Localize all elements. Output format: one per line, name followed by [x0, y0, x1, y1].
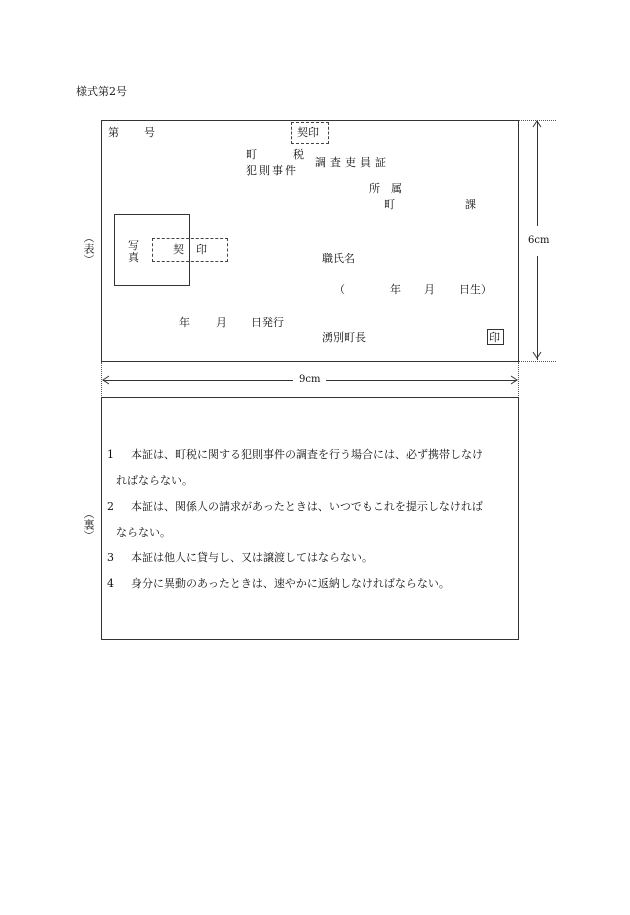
birth-year: 年 [390, 283, 401, 296]
note-3-number: 3 [107, 551, 114, 564]
note-3 [107, 552, 517, 563]
title-tax: 税 [293, 148, 304, 161]
position-name-label: 職氏名 [322, 252, 355, 265]
note-2-text: 本証は、関係人の請求があったときは、いつでもこれを提示しなければ [131, 500, 483, 513]
width-dimension: 9cm [299, 374, 321, 385]
photo-seal-2: 印 [196, 243, 207, 256]
title-town: 町 [246, 148, 257, 161]
issue-year: 年 [179, 316, 190, 329]
note-1-continued: ればならない。 [116, 474, 193, 487]
back-side-label: （裏） [82, 508, 95, 541]
note-2-number: 2 [107, 500, 114, 513]
title-offense: 犯則事件 [246, 164, 298, 177]
affiliation-division: 課 [465, 198, 476, 211]
photo-seal-1: 契 [173, 243, 184, 256]
form-label: 様式第2号 [76, 85, 127, 98]
note-2-continued: ならない。 [116, 526, 171, 539]
photo-seal-box [152, 238, 228, 262]
birth-open: （ [334, 283, 345, 296]
seal-stamp-top: 契印 [297, 126, 319, 139]
birth-month: 月 [424, 283, 435, 296]
card-title: 調査吏員証 [315, 156, 390, 169]
note-1 [107, 449, 517, 460]
issue-month: 月 [216, 316, 227, 329]
affiliation-label: 所 属 [369, 182, 402, 195]
note-2 [107, 501, 517, 512]
note-4 [107, 578, 517, 589]
note-4-text: 身分に異動のあったときは、速やかに返納しなければならない。 [131, 577, 450, 590]
card-number-prefix: 第 [108, 126, 119, 139]
issuer-seal: 印 [489, 331, 500, 344]
front-side-label: （表） [82, 232, 95, 265]
affiliation-town: 町 [384, 198, 395, 211]
photo-label-2: 真 [128, 251, 139, 264]
note-3-text: 本証は他人に貸与し、又は譲渡してはならない。 [131, 551, 373, 564]
note-1-number: 1 [107, 448, 114, 461]
card-number-suffix: 号 [144, 126, 155, 139]
birth-day: 日生） [459, 283, 492, 296]
note-1-text: 本証は、町税に関する犯則事件の調査を行う場合には、必ず携帯しなけ [131, 448, 483, 461]
card-back [101, 397, 519, 640]
note-4-number: 4 [107, 577, 114, 590]
issuer: 湧別町長 [322, 331, 366, 344]
photo-label-1: 写 [128, 239, 139, 252]
issue-day: 日発行 [251, 316, 284, 329]
height-dimension: 6cm [528, 235, 550, 246]
